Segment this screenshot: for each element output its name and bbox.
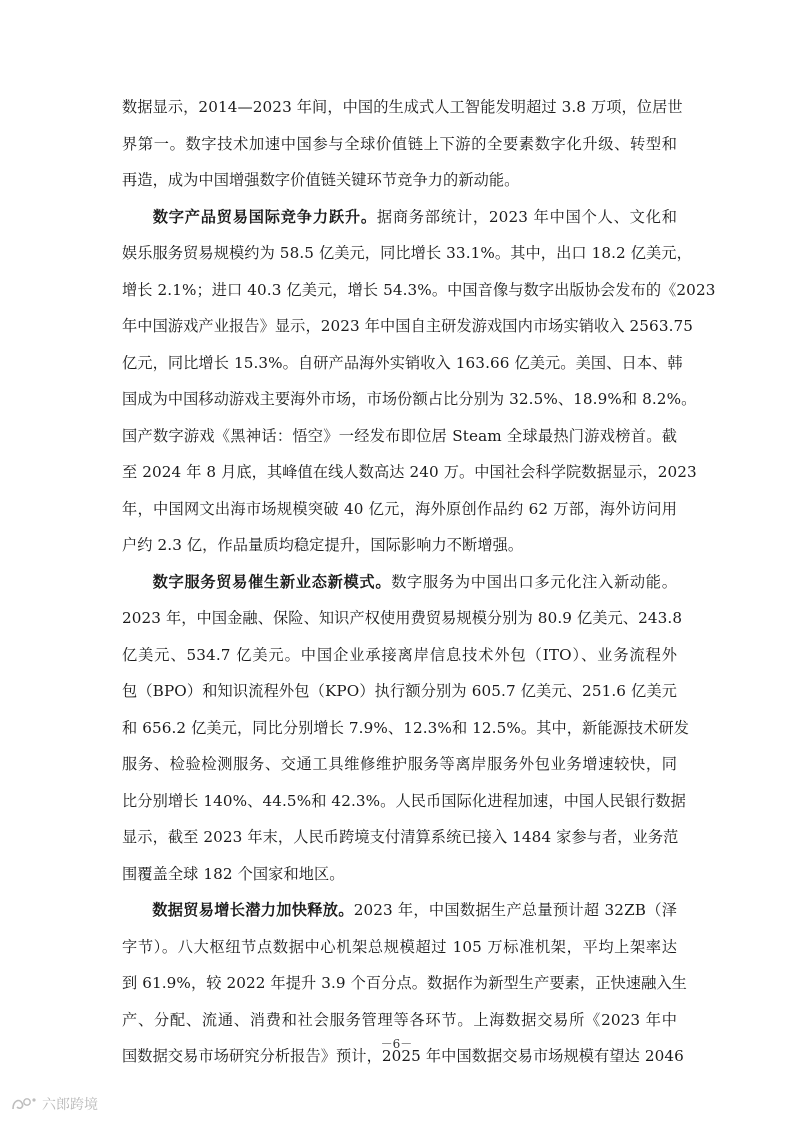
text-line bbox=[122, 527, 677, 564]
watermark-logo-icon bbox=[10, 1095, 38, 1113]
text-line bbox=[122, 783, 686, 820]
text-line bbox=[122, 856, 677, 893]
line-text: 至 2024 年 8 月底，其峰值在线人数高达 240 万。中国社会科学院数据显示，2023 bbox=[122, 463, 697, 481]
line-text: 年中国游戏产业报告》显示，2023 年中国自主研发游戏国内市场实销收入 2563.75 bbox=[122, 317, 694, 335]
line-text: 和 656.2 亿美元，同比分别增长 7.9%、12.3%和 12.5%。其中，新能源技术研发 bbox=[122, 718, 690, 737]
line-text: 亿元，同比增长 15.3%。自研产品海外实销收入 163.66 亿美元。美国、日本、韩 bbox=[122, 353, 683, 372]
line-text: 包（BPO）和知识流程外包（KPO）执行额分别为 605.7 亿美元、251.6 亿美元 bbox=[122, 682, 677, 700]
text-line bbox=[122, 308, 694, 345]
line-text: 增长 2.1%；进口 40.3 亿美元，增长 54.3%。中国音像与数字出版协会发布的《2023 bbox=[122, 280, 716, 299]
line-text: 年，中国网文出海市场规模突破 40 亿元，海外原创作品约 62 万部，海外访问用 bbox=[122, 499, 677, 518]
line-text: 国数据交易市场研究分析报告》预计，2025 年中国数据交易市场规模有望达 2046 bbox=[122, 1047, 684, 1065]
line-text: 据商务部统计，2023 年中国个人、文化和 bbox=[376, 207, 677, 226]
paragraph-lead: 数字产品贸易国际竞争力跃升。 bbox=[152, 207, 377, 226]
line-text: 亿美元、534.7 亿美元。中国企业承接离岸信息技术外包（ITO）、业务流程外 bbox=[122, 645, 677, 664]
page-number: －6－ bbox=[380, 1037, 413, 1051]
text-line bbox=[122, 491, 677, 528]
line-text: 户约 2.3 亿，作品量质均稳定提升，国际影响力不断增强。 bbox=[122, 536, 524, 554]
text-line bbox=[122, 126, 677, 163]
line-text: 国成为中国移动游戏主要海外市场，市场份额占比分别为 32.5%、18.9%和 8.2%。 bbox=[122, 390, 697, 408]
watermark bbox=[10, 1094, 98, 1114]
line-text: 到 61.9%，较 2022 年提升 3.9 个百分点。数据作为新型生产要素，正快速融入生 bbox=[122, 974, 687, 992]
text-line bbox=[122, 162, 677, 199]
line-text: 产、分配、流通、消费和社会服务管理等各环节。上海数据交易所《2023 年中 bbox=[122, 1010, 677, 1029]
text-line bbox=[122, 929, 677, 966]
text-line bbox=[122, 892, 677, 929]
text-line bbox=[122, 746, 677, 783]
text-line bbox=[122, 1002, 677, 1039]
watermark-text: 六郎跨境 bbox=[42, 1097, 98, 1113]
line-text: 数据显示，2014—2023 年间，中国的生成式人工智能发明超过 3.8 万项，位居世 bbox=[122, 98, 683, 116]
text-line bbox=[122, 381, 697, 418]
paragraph-lead: 数据贸易增长潜力加快释放。 bbox=[152, 901, 354, 919]
line-text: 界第一。数字技术加速中国参与全球价值链上下游的全要素数字化升级、转型和 bbox=[122, 134, 677, 153]
body-text bbox=[122, 89, 716, 1075]
line-text: 字节）。八大枢纽节点数据中心机架总规模超过 105 万标准机架，平均上架率达 bbox=[122, 937, 677, 956]
line-text: 2023 年，中国数据生产总量预计超 32ZB（泽 bbox=[353, 901, 677, 919]
line-text: 2023 年，中国金融、保险、知识产权使用费贸易规模分别为 80.9 亿美元、243.8 bbox=[122, 609, 683, 627]
line-text: 再造，成为中国增强数字价值链关键环节竞争力的新动能。 bbox=[122, 171, 520, 189]
line-text: 服务、检验检测服务、交通工具维修维护服务等离岸服务外包业务增速较快，同 bbox=[122, 755, 677, 773]
text-line bbox=[122, 965, 687, 1002]
text-line bbox=[122, 199, 677, 236]
text-line bbox=[122, 454, 697, 491]
line-text: 比分别增长 140%、44.5%和 42.3%。人民币国际化进程加速，中国人民银行数据 bbox=[122, 791, 686, 810]
text-line bbox=[122, 819, 677, 856]
text-line bbox=[122, 637, 677, 674]
paragraph-lead: 数字服务贸易催生新业态新模式。 bbox=[152, 572, 392, 591]
line-text: 国产数字游戏《黑神话：悟空》一经发布即位居 Steam 全球最热门游戏榜首。截 bbox=[122, 426, 677, 445]
line-text: 显示，截至 2023 年末，人民币跨境支付清算系统已接入 1484 家参与者，业务范 bbox=[122, 828, 679, 846]
text-line bbox=[122, 673, 677, 710]
text-line bbox=[122, 600, 683, 637]
text-line bbox=[122, 345, 683, 382]
text-line bbox=[122, 564, 677, 601]
line-text: 围覆盖全球 182 个国家和地区。 bbox=[122, 864, 345, 883]
text-line bbox=[122, 418, 677, 455]
text-line bbox=[122, 235, 692, 272]
line-text: 数字服务为中国出口多元化注入新动能。 bbox=[391, 572, 678, 591]
text-line bbox=[122, 272, 716, 309]
text-line bbox=[122, 710, 690, 747]
line-text: 娱乐服务贸易规模约为 58.5 亿美元，同比增长 33.1%。其中，出口 18.2 亿美元， bbox=[122, 244, 692, 262]
text-line bbox=[122, 89, 683, 126]
